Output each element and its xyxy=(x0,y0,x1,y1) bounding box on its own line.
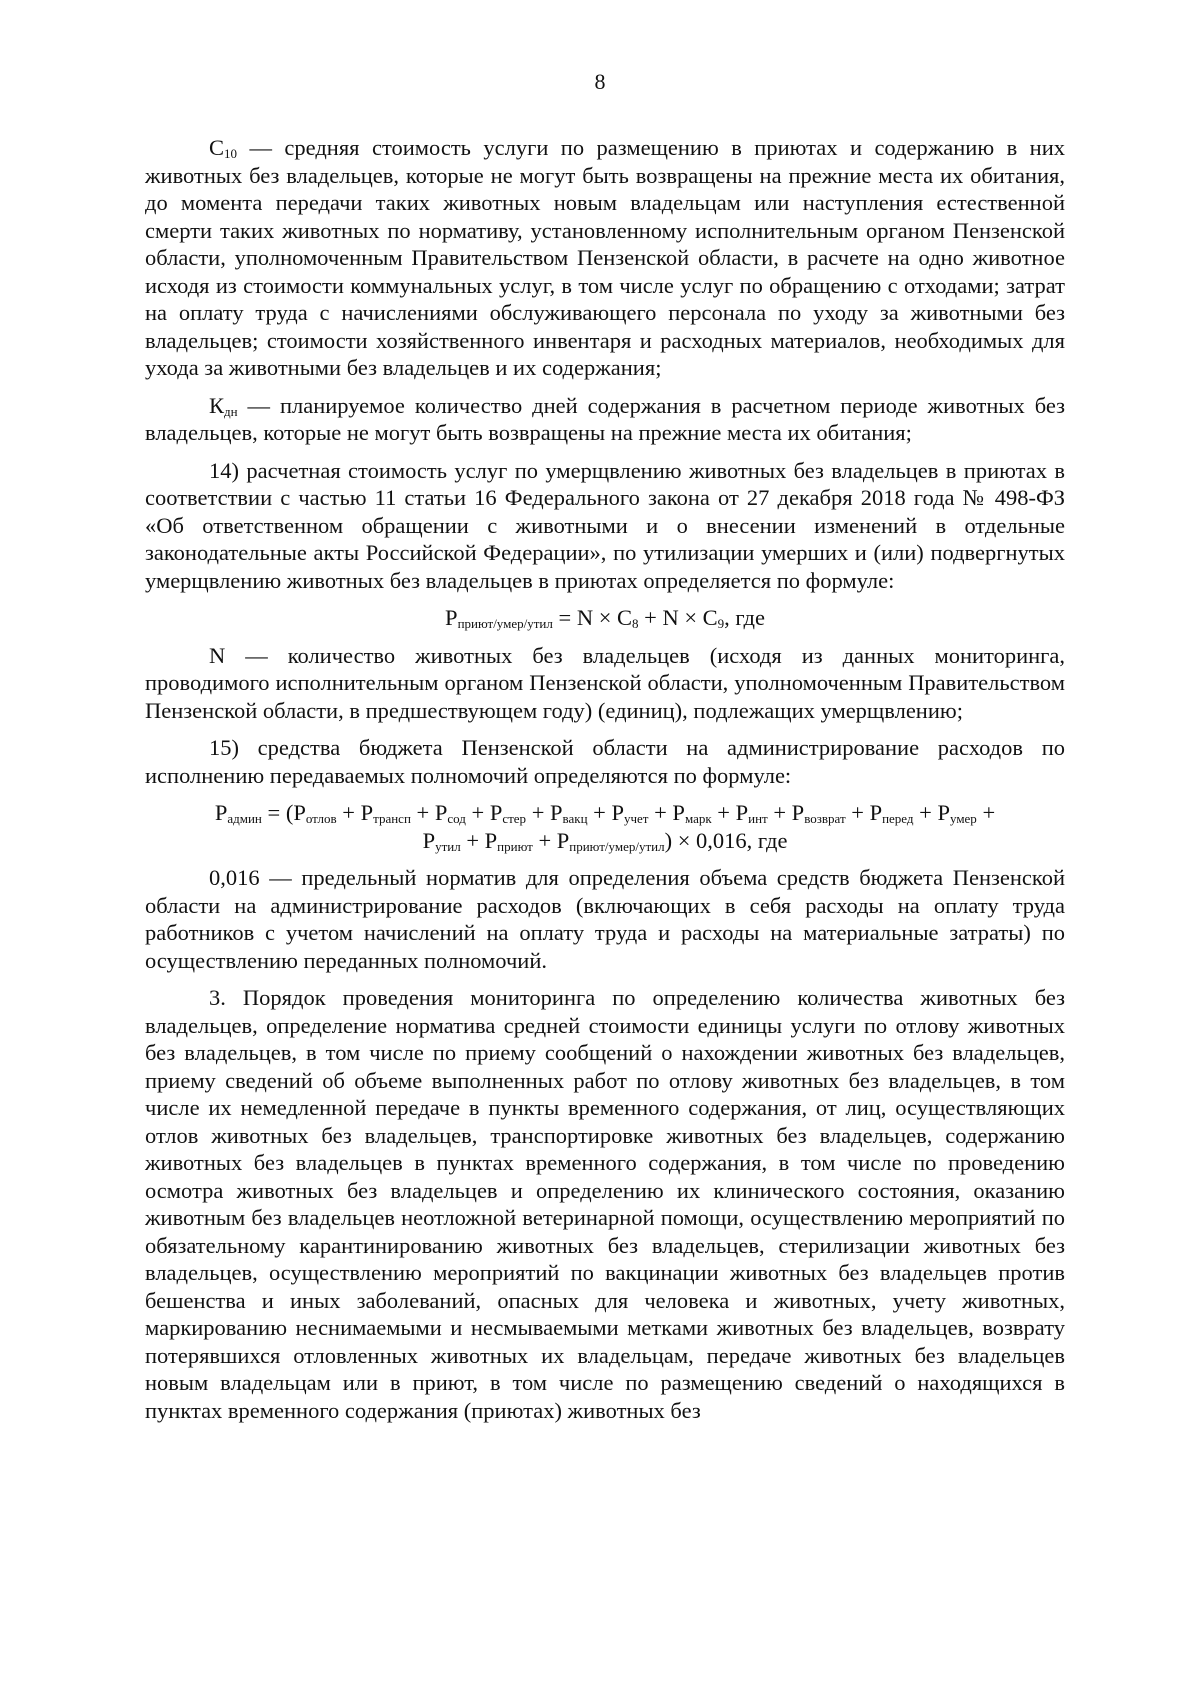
formula-term: + P xyxy=(410,800,448,825)
symbol-subscript: 10 xyxy=(224,146,238,161)
symbol-c: C xyxy=(209,135,225,160)
formula-term: + P xyxy=(587,800,624,825)
paragraph-kdn-definition xyxy=(145,392,1065,447)
paragraph-item-14: 14) расчетная стоимость услуг по умерщвлению животных без владельцев в приютах в соответствии с частью 11 статьи 16 Федерального закона от 27 декабря 2018 года № 498-ФЗ «Об ответственном обращении с животными и о внесении изменений в отдельные законодательные акты Российской Федерации», по утилизации умерших и (или) подвергнутых умерщвлению животных без владельцев в приютах определяется по формуле: xyxy=(145,457,1065,593)
formula-term: + P xyxy=(648,800,685,825)
paragraph-item-3: 3. Порядок проведения мониторинга по определению количества животных без владельцев, определение норматива средней стоимости единицы услуги по отлову животных без владельцев, в том числе по приему сообщений о нахождении животных без владельцев, приему сведений об объеме выполненных работ по отлову животных без владельцев, в том числе их немедленной передаче в пункты временного содержания, от лиц, осуществляющих отлов животных без владельцев, транспортировке животных без владельцев, содержанию животных без владельцев в пунктах временного содержания, в том числе по проведению осмотра животных без владельцев и определению их клинического состояния, оказанию животным без владельцев неотложной ветеринарной помощи, осуществлению мероприятий по обязательному карантинированию животных без владельцев, стерилизации животных без владельцев, осуществлению мероприятий по вакцинации животных без владельцев против бешенства и иных заболеваний, опасных для человека и животных, учету животных, маркированию неснимаемыми и несмываемыми метками животных без владельцев, возврату потерявшихся отловленных животных их владельцам, передаче животных без владельцев новым владельцам или в приют, в том числе по размещению сведений о находящихся в пунктах временного содержания (приютах) животных без xyxy=(145,985,1065,1423)
formula-term: = (P xyxy=(261,800,306,825)
formula-term: + P xyxy=(460,827,498,853)
formula-subscript: марк xyxy=(684,811,712,826)
formula-term: = N × C xyxy=(552,605,633,630)
formula-term: + P xyxy=(526,800,563,825)
formula-term: P xyxy=(445,605,458,630)
paragraph-c10-definition xyxy=(145,134,1065,382)
definition-text: — планируемое количество дней содержания в расчетном периоде животных без владельцев, которые не могут быть возвращены на прежние места их обитания; xyxy=(145,392,1065,445)
formula-subscript: инт xyxy=(748,811,768,826)
document-body xyxy=(145,134,1065,1434)
formula-subscript: учет xyxy=(623,811,649,826)
paragraph-item-15: 15) средства бюджета Пензенской области на администрирование расходов по исполнению передаваемых полномочий определяются по формуле: xyxy=(145,735,1065,788)
formula-subscript: приют xyxy=(497,838,533,854)
formula-line-1 xyxy=(215,800,995,825)
formula-subscript: 8 xyxy=(632,616,639,631)
formula-term: P xyxy=(422,827,436,853)
formula-term: + P xyxy=(845,800,883,825)
formula-term: + P xyxy=(336,800,374,825)
formula-line-2 xyxy=(423,828,788,853)
formula-term: + P xyxy=(913,800,950,825)
formula-term: + P xyxy=(711,800,749,825)
formula-subscript: отлов xyxy=(305,811,337,826)
formula-subscript: приют/умер/утил xyxy=(457,616,553,631)
formula-subscript: админ xyxy=(227,811,262,826)
formula-subscript: 9 xyxy=(717,616,725,631)
formula-term: + P xyxy=(465,800,503,825)
formula-term: ) × 0,016, где xyxy=(664,827,788,853)
formula-term: + P xyxy=(532,827,570,853)
formula-subscript: утил xyxy=(435,838,461,854)
formula-term: + xyxy=(976,800,996,825)
formula-subscript: перед xyxy=(882,811,914,826)
formula-subscript: возврат xyxy=(804,811,846,826)
paragraph-0016-definition: 0,016 — предельный норматив для определения объема средств бюджета Пензенской области на администрирование расходов (включающих в себя расходы на оплату труда работников с учетом начислений на оплату труда и расходы на материальные затраты) по осуществлению переданных полномочий. xyxy=(145,865,1065,973)
page-number: 8 xyxy=(594,69,606,94)
formula-subscript: приют/умер/утил xyxy=(569,838,665,854)
formula-subscript: вакц xyxy=(562,811,588,826)
formula-admin-cost xyxy=(145,799,1065,854)
formula-subscript: сод xyxy=(447,811,466,826)
paragraph-n-definition: N — количество животных без владельцев (исходя из данных мониторинга, проводимого исполнительным органом Пензенской области, уполномоченным Правительством Пензенской области, в предшествующем году) (единиц), подлежащих умерщвлению; xyxy=(145,642,1065,723)
formula-euthanasia-cost xyxy=(145,604,1065,632)
formula-subscript: стер xyxy=(502,811,527,826)
formula-term: , где xyxy=(724,605,765,630)
formula-term: + N × C xyxy=(638,605,718,630)
symbol-subscript: дн xyxy=(224,403,238,419)
symbol-k: К xyxy=(209,392,225,418)
formula-subscript: умер xyxy=(949,811,977,826)
formula-subscript: трансп xyxy=(373,811,411,826)
formula-term: P xyxy=(214,800,228,825)
formula-term: + P xyxy=(767,800,805,825)
definition-text: — средняя стоимость услуги по размещению в приютах и содержанию в них животных без владельцев, которые не могут быть возвращены на прежние места их обитания, до момента передачи таких животных новым владельцам или наступления естественной смерти таких животных по нормативу, установленному исполнительным органом Пензенской области, уполномоченным Правительством Пензенской области, в расчете на одно животное исходя из стоимости коммунальных услуг, в том числе услуг по обращению с отходами; затрат на оплату труда с начислениями обслуживающего персонала по уходу за животными без владельцев; стоимости хозяйственного инвентаря и расходных материалов, необходимых для ухода за животными без владельцев и их содержания; xyxy=(145,135,1065,380)
